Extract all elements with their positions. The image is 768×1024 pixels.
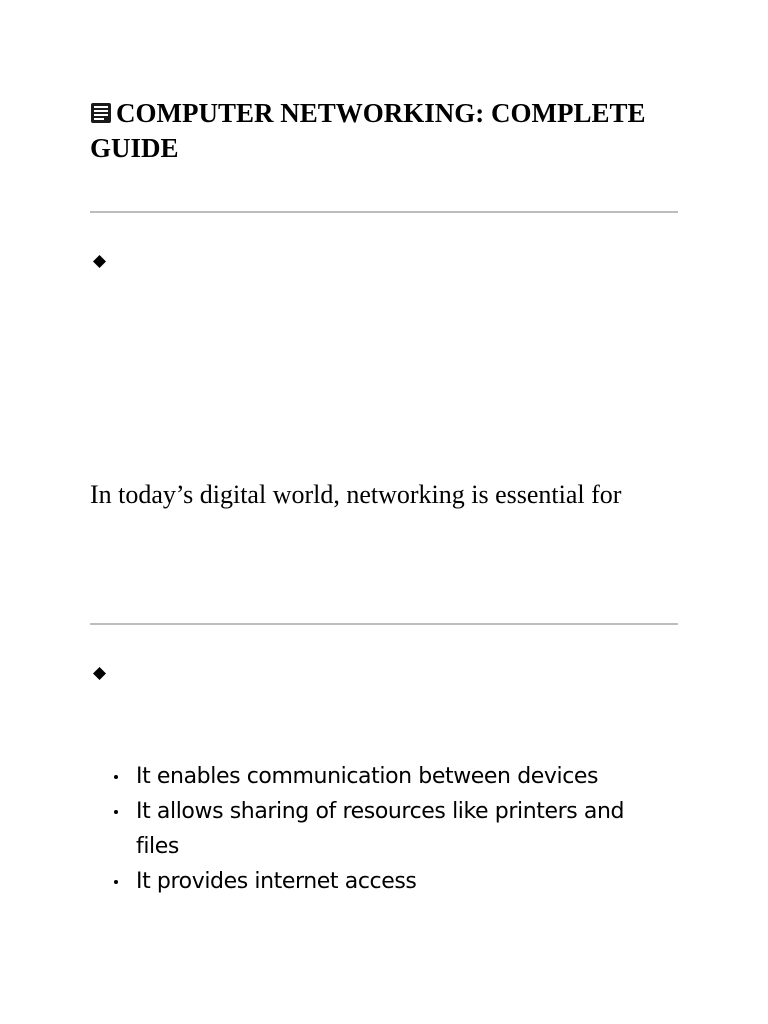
section-divider — [90, 623, 678, 625]
list-item — [112, 759, 672, 794]
intro-paragraph: In today’s digital world, networking is essential for — [90, 480, 622, 509]
diamond-icon — [93, 667, 106, 680]
list-item — [112, 864, 672, 899]
bullet-dot-icon — [114, 880, 118, 884]
list-item-text: It allows sharing of resources like printers and files — [136, 799, 625, 859]
book-icon — [90, 102, 112, 124]
diamond-icon — [93, 255, 106, 268]
list-item-text: It provides internet access — [136, 869, 417, 894]
bullet-dot-icon — [114, 810, 118, 814]
list-item-text: It enables communication between devices — [136, 764, 599, 789]
bullet-dot-icon — [114, 775, 118, 779]
document-title — [90, 96, 690, 166]
document-title-text: COMPUTER NETWORKING: COMPLETE GUIDE — [90, 98, 646, 163]
section-divider — [90, 211, 678, 213]
list-item — [112, 794, 672, 864]
bullet-list — [112, 759, 672, 899]
